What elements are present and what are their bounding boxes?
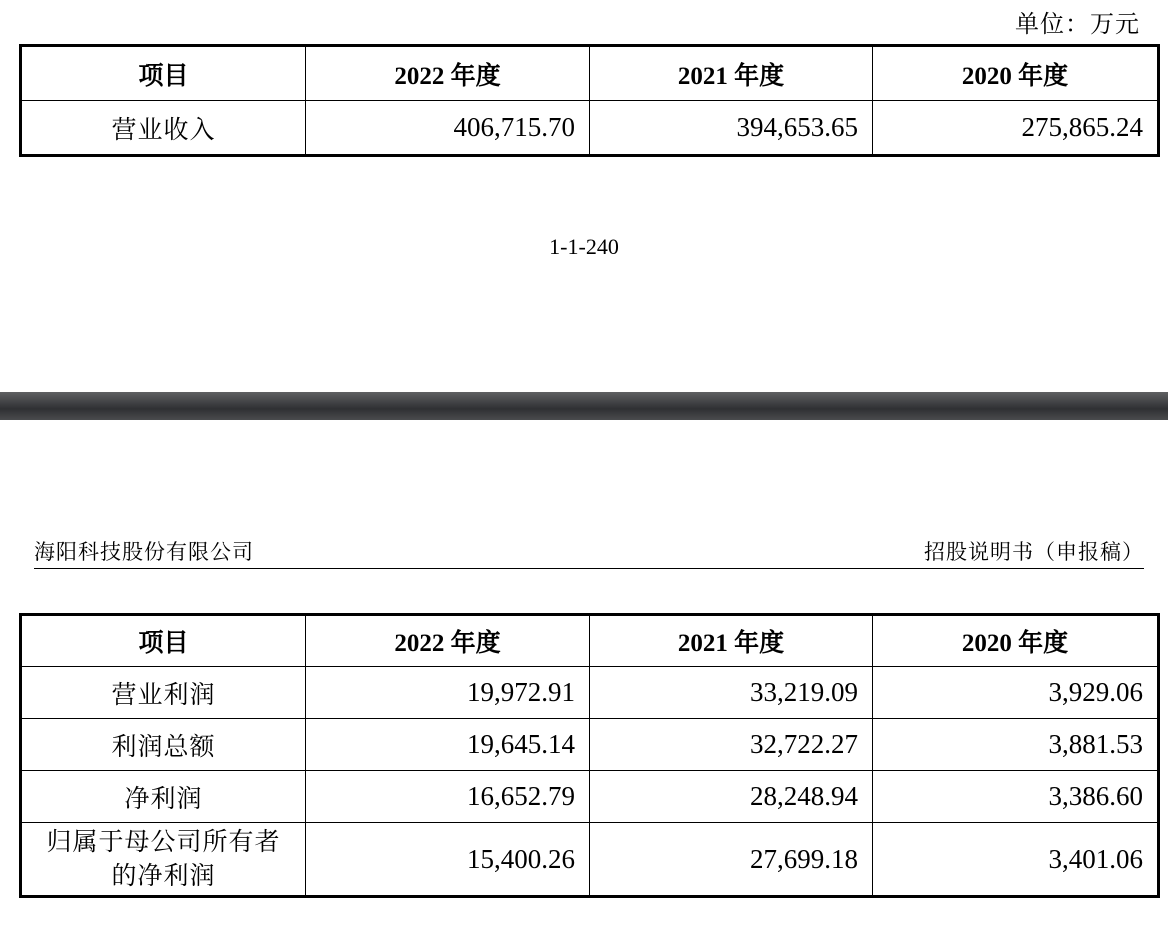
header-2021: 2021 年度 (590, 615, 873, 667)
header-2021: 2021 年度 (590, 46, 873, 101)
cell-2021: 28,248.94 (590, 771, 873, 823)
table-header-row (21, 615, 1159, 667)
table-header-row (21, 46, 1159, 101)
company-name: 海阳科技股份有限公司 (34, 540, 254, 564)
page-break-divider (0, 392, 1168, 420)
cell-2020: 275,865.24 (873, 101, 1159, 156)
profit-table (19, 613, 1160, 898)
cell-2021: 27,699.18 (590, 823, 873, 897)
cell-2022: 406,715.70 (306, 101, 590, 156)
header-2020: 2020 年度 (873, 46, 1159, 101)
cell-2020: 3,386.60 (873, 771, 1159, 823)
row-label: 利润总额 (21, 719, 306, 771)
row-label-line1: 归属于母公司所有者 (46, 827, 281, 856)
header-2022: 2022 年度 (306, 615, 590, 667)
cell-2020: 3,929.06 (873, 667, 1159, 719)
row-label-line2: 的净利润 (111, 861, 216, 890)
table-row (21, 823, 1159, 897)
table-row (21, 771, 1159, 823)
table-row (21, 719, 1159, 771)
cell-2022: 16,652.79 (306, 771, 590, 823)
cell-2021: 33,219.09 (590, 667, 873, 719)
cell-2021: 32,722.27 (590, 719, 873, 771)
header-item: 项目 (21, 615, 306, 667)
cell-2022: 19,645.14 (306, 719, 590, 771)
running-header (34, 534, 1144, 569)
row-label: 净利润 (21, 771, 306, 823)
row-label: 营业利润 (21, 667, 306, 719)
cell-2021: 394,653.65 (590, 101, 873, 156)
page-number: 1-1-240 (549, 234, 619, 259)
header-2020: 2020 年度 (873, 615, 1159, 667)
row-label: 营业收入 (21, 101, 306, 156)
revenue-table (19, 44, 1160, 157)
cell-2022: 19,972.91 (306, 667, 590, 719)
row-label (21, 823, 306, 897)
document-type: 招股说明书（申报稿） (924, 540, 1144, 564)
unit-label: 单位：万元 (1015, 10, 1140, 38)
table-row (21, 101, 1159, 156)
cell-2022: 15,400.26 (306, 823, 590, 897)
cell-2020: 3,401.06 (873, 823, 1159, 897)
table-row (21, 667, 1159, 719)
header-2022: 2022 年度 (306, 46, 590, 101)
header-item: 项目 (21, 46, 306, 101)
cell-2020: 3,881.53 (873, 719, 1159, 771)
